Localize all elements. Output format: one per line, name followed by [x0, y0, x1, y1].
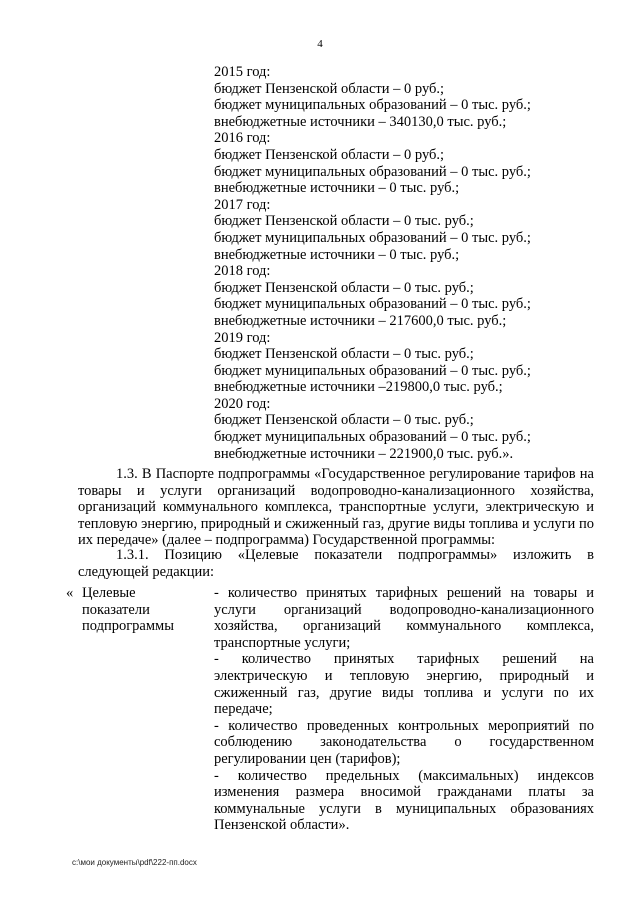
funding-line: бюджет муниципальных образований – 0 тыс. руб.; — [214, 362, 531, 379]
indicator-item: - количество предельных (максимальных) индексов изменения размера вносимой гражданами платы за коммунальные услуги в муниципальных образованиях Пензенской области». — [214, 767, 594, 834]
funding-by-year — [214, 64, 594, 462]
funding-line: бюджет Пензенской области – 0 тыс. руб.; — [214, 346, 474, 363]
position-label — [82, 585, 202, 635]
funding-line: бюджет Пензенской области – 0 тыс. руб.; — [214, 279, 474, 296]
funding-line: бюджет муниципальных образований – 0 тыс. руб.; — [214, 97, 531, 114]
funding-line: бюджет Пензенской области – 0 руб.; — [214, 146, 445, 163]
funding-line: 2017 год: — [214, 196, 271, 213]
paragraph-1-3-1: 1.3.1. Позицию «Целевые показатели подпрограммы» изложить в следующей редакции: — [78, 547, 594, 580]
funding-line: внебюджетные источники – 0 тыс. руб.; — [214, 246, 460, 263]
paragraph-1-3: 1.3. В Паспорте подпрограммы «Государственное регулирование тарифов на товары и услуги организаций водопроводно-канализационного хозяйства, организаций коммунального комплекса, транспортные услуги, электрическую и тепловую энергию, природный и сжиженный газ, другие виды топлива и услуги по их передаче» (далее – подпрограмма) Государственной программы: — [78, 466, 594, 549]
indicator-item: - количество принятых тарифных решений на электрическую и тепловую энергию, природный и сжиженный газ, другие виды топлива и услуги по их передаче; — [214, 651, 594, 718]
footer-file-path: c:\мои документы\pdf\222-пп.docx — [72, 858, 197, 867]
funding-line: 2015 год: — [214, 64, 271, 80]
position-label-line: показатели — [82, 601, 150, 618]
funding-line: внебюджетные источники – 217600,0 тыс. руб.; — [214, 312, 507, 329]
funding-line: бюджет муниципальных образований – 0 тыс. руб.; — [214, 429, 531, 446]
position-label-line: подпрограммы — [82, 618, 174, 635]
funding-line: бюджет муниципальных образований – 0 тыс. руб.; — [214, 296, 531, 313]
indicator-item: - количество проведенных контрольных мероприятий по соблюдению законодательства о государственном регулировании цен (тарифов); — [214, 717, 594, 767]
opening-quote: « — [66, 585, 74, 601]
funding-line: 2018 год: — [214, 263, 271, 280]
funding-line: внебюджетные источники – 221900,0 тыс. руб.». — [214, 445, 514, 462]
funding-line: бюджет Пензенской области – 0 тыс. руб.; — [214, 412, 474, 429]
funding-line: внебюджетные источники –219800,0 тыс. руб.; — [214, 379, 503, 396]
funding-line: бюджет Пензенской области – 0 тыс. руб.; — [214, 213, 474, 230]
page-number: 4 — [317, 38, 323, 50]
funding-line: внебюджетные источники – 340130,0 тыс. руб.; — [214, 113, 507, 130]
funding-line: 2016 год: — [214, 130, 271, 147]
funding-line: внебюджетные источники – 0 тыс. руб.; — [214, 180, 460, 197]
funding-line: бюджет Пензенской области – 0 руб.; — [214, 80, 445, 97]
funding-line: бюджет муниципальных образований – 0 тыс. руб.; — [214, 229, 531, 246]
funding-line: бюджет муниципальных образований – 0 тыс. руб.; — [214, 163, 531, 180]
funding-line: 2020 год: — [214, 395, 271, 412]
indicator-item: - количество принятых тарифных решений на товары и услуги организаций водопроводно-канализационного хозяйства, организаций коммунального комплекса, транспортные услуги; — [214, 585, 594, 651]
funding-line: 2019 год: — [214, 329, 271, 346]
position-label-line: Целевые — [82, 585, 136, 601]
target-indicators-list — [214, 585, 594, 834]
